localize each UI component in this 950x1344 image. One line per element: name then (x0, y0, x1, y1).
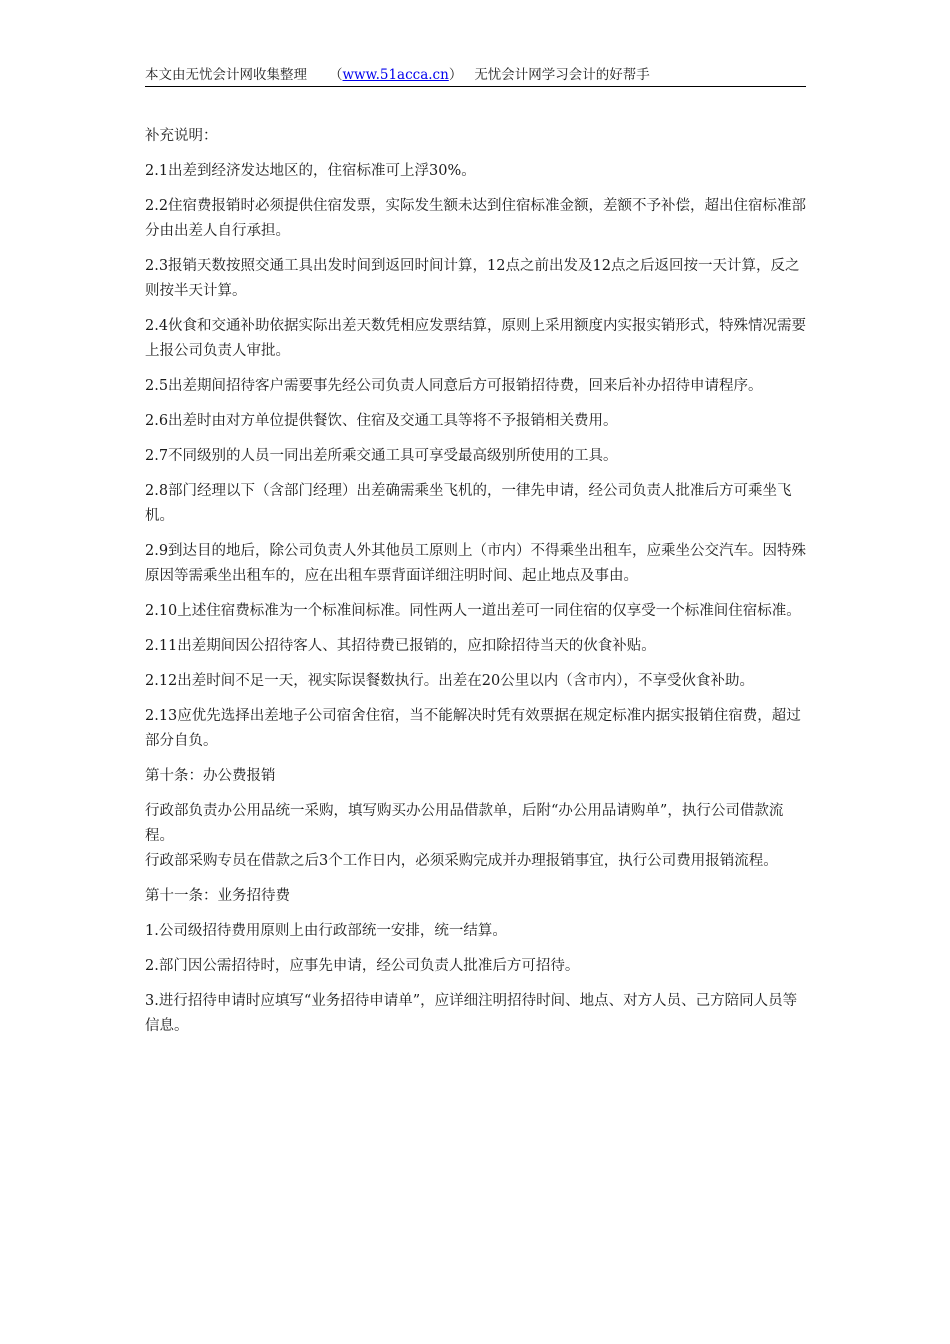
paragraph-2-5: 2.5出差期间招待客户需要事先经公司负责人同意后方可报销招待费，回来后补办招待申请程序。 (145, 378, 763, 394)
paragraph-2-2: 2.2住宿费报销时必须提供住宿发票，实际发生额未达到住宿标准金额，差额不予补偿，超出住宿标准部分由出差人自行承担。 (145, 198, 807, 239)
article-11-item-1: 1.公司级招待费用原则上由行政部统一安排，统一结算。 (145, 923, 507, 939)
paragraph-2-13: 2.13应优先选择出差地子公司宿舍住宿，当不能解决时凭有效票据在规定标准内据实报销住宿费，超过部分自负。 (145, 708, 801, 749)
header-site-link[interactable]: www.51acca.cn (342, 67, 449, 83)
section-intro: 补充说明： (145, 128, 218, 144)
article-11-heading: 第十一条：业务招待费 (145, 888, 290, 904)
article-10-para-1: 行政部负责办公用品统一采购，填写购买办公用品借款单，后附“办公用品请购单”，执行公司借款流程。 (145, 803, 784, 844)
paragraph-2-9: 2.9到达目的地后，除公司负责人外其他员工原则上（市内）不得乘坐出租车，应乘坐公交汽车。因特殊原因等需乘坐出租车的，应在出租车票背面详细注明时间、起止地点及事由。 (145, 543, 807, 584)
paragraph-2-3: 2.3报销天数按照交通工具出发时间到返回时间计算，12点之前出发及12点之后返回按一天计算，反之则按半天计算。 (145, 258, 800, 299)
article-10-para-2: 行政部采购专员在借款之后3个工作日内，必须采购完成并办理报销事宜，执行公司费用报销流程。 (145, 853, 778, 869)
paragraph-2-7: 2.7不同级别的人员一同出差所乘交通工具可享受最高级别所使用的工具。 (145, 448, 618, 464)
paragraph-2-4: 2.4伙食和交通补助依据实际出差天数凭相应发票结算，原则上采用额度内实报实销形式，特殊情况需要上报公司负责人审批。 (145, 318, 807, 359)
header-slogan-text: 无忧会计网学习会计的好帮手 (474, 67, 650, 83)
header-source-text: 本文由无忧会计网收集整理 (145, 67, 307, 83)
paragraph-2-6: 2.6出差时由对方单位提供餐饮、住宿及交通工具等将不予报销相关费用。 (145, 413, 618, 429)
document-body (145, 124, 810, 1049)
header-paren-close: ） (448, 67, 463, 83)
paragraph-2-12: 2.12出差时间不足一天，视实际误餐数执行。出差在20公里以内（含市内），不享受伙食补助。 (145, 673, 754, 689)
page-header (145, 66, 806, 87)
article-11-item-3: 3.进行招待申请时应填写“业务招待申请单”，应详细注明招待时间、地点、对方人员、己方陪同人员等信息。 (145, 993, 798, 1034)
article-10-heading: 第十条：办公费报销 (145, 768, 276, 784)
article-11-item-2: 2.部门因公需招待时，应事先申请，经公司负责人批准后方可招待。 (145, 958, 580, 974)
paragraph-2-11: 2.11出差期间因公招待客人、其招待费已报销的，应扣除招待当天的伙食补贴。 (145, 638, 656, 654)
header-paren-open: （ (329, 67, 343, 83)
paragraph-2-8: 2.8部门经理以下（含部门经理）出差确需乘坐飞机的，一律先申请，经公司负责人批准后方可乘坐飞机。 (145, 483, 792, 524)
paragraph-2-1: 2.1出差到经济发达地区的，住宿标准可上浮30%。 (145, 163, 476, 179)
paragraph-2-10: 2.10上述住宿费标准为一个标准间标准。同性两人一道出差可一同住宿的仅享受一个标准间住宿标准。 (145, 603, 801, 619)
